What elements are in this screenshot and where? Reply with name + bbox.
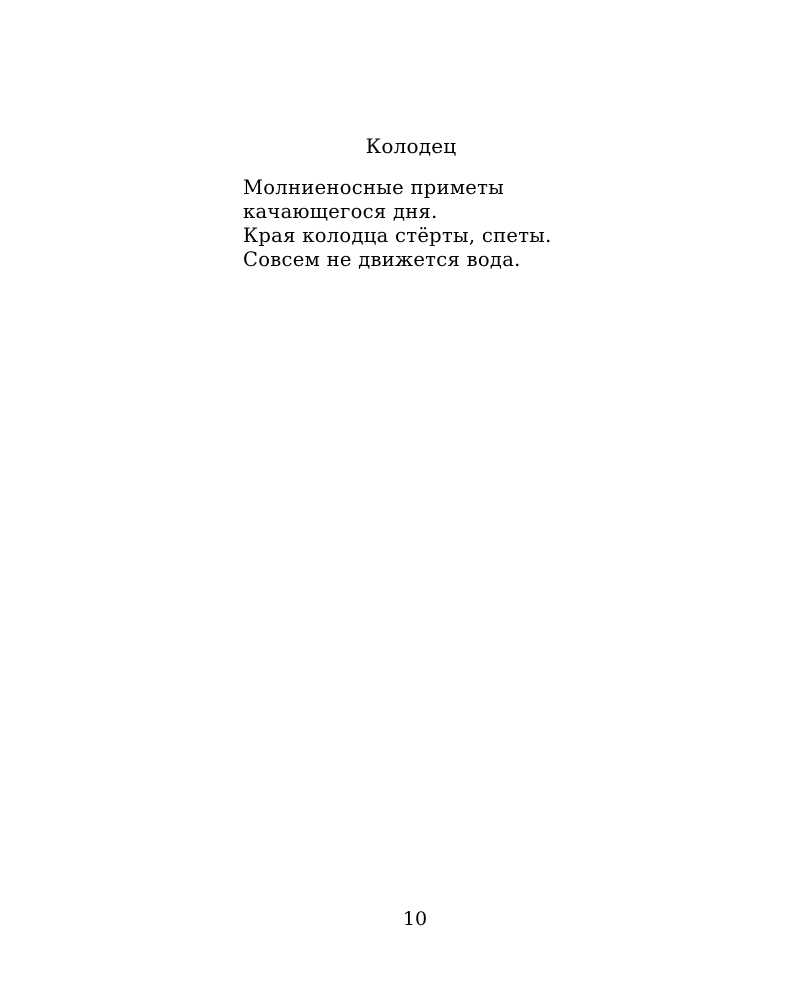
page-number: 10 — [402, 908, 428, 930]
poem-line: Совсем не движется вода. — [243, 248, 521, 271]
poem-title: Колодец — [365, 134, 457, 158]
poem-line: Молниеносные приметы — [243, 176, 505, 199]
poem-line: Края колодца стёрты, спеты. — [243, 224, 552, 247]
poem-line: качающегося дня. — [243, 200, 438, 223]
poem-stanza — [243, 176, 723, 272]
